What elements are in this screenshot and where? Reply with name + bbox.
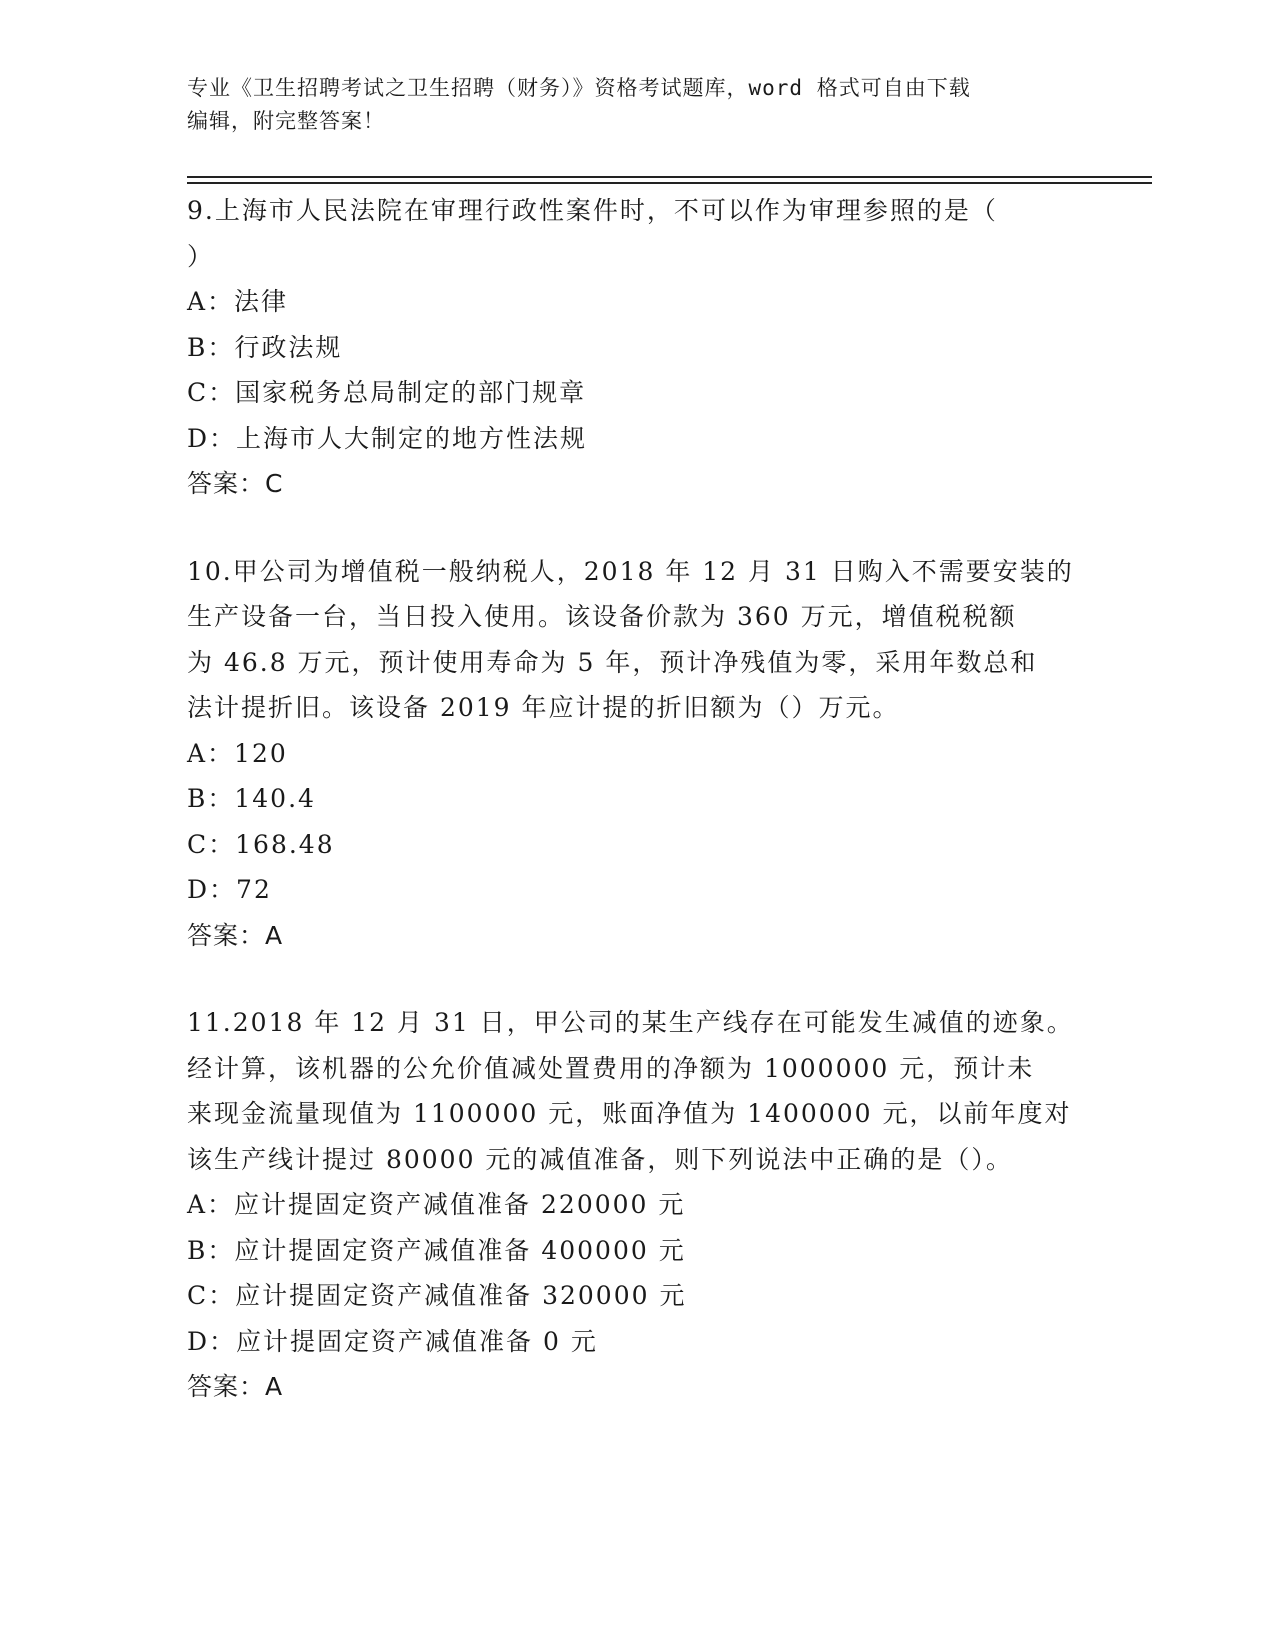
option-d: D：应计提固定资产减值准备 0 元	[187, 1326, 598, 1356]
option-b: B：应计提固定资产减值准备 400000 元	[187, 1235, 686, 1265]
option-b: B：140.4	[187, 784, 316, 813]
option-d: D：72	[187, 875, 272, 904]
question-stem-line: 该生产线计提过 80000 元的减值准备，则下列说法中正确的是（）。	[187, 1144, 1013, 1174]
question-9	[187, 188, 1087, 507]
header-line-1: 专业《卫生招聘考试之卫生招聘（财务）》资格考试题库，word 格式可自由下载	[187, 76, 971, 100]
question-stem-line: 经计算，该机器的公允价值减处置费用的净额为 1000000 元，预计未	[187, 1053, 1035, 1083]
answer-label: 答案：C	[187, 469, 284, 498]
question-11	[187, 1000, 1087, 1410]
question-stem-line: 为 46.8 万元，预计使用寿命为 5 年，预计净残值为零，采用年数总和	[187, 647, 1038, 677]
option-b: B：行政法规	[187, 332, 343, 362]
option-c: C：国家税务总局制定的部门规章	[187, 378, 587, 407]
option-a: A：应计提固定资产减值准备 220000 元	[187, 1190, 686, 1219]
option-c: C：应计提固定资产减值准备 320000 元	[187, 1281, 687, 1310]
header-rule-bottom	[187, 182, 1152, 184]
header-rule-top	[187, 176, 1152, 178]
option-a: A：120	[187, 738, 288, 768]
question-stem-line: 生产设备一台，当日投入使用。该设备价款为 360 万元，增值税税额	[187, 602, 1017, 631]
question-list	[187, 188, 1087, 1452]
question-stem-line: 法计提折旧。该设备 2019 年应计提的折旧额为（）万元。	[187, 693, 900, 722]
question-stem-line: ）	[187, 241, 215, 271]
question-stem-line: 11.2018 年 12 月 31 日，甲公司的某生产线存在可能发生减值的迹象。	[187, 1008, 1074, 1037]
header-line-2: 编辑，附完整答案！	[187, 109, 385, 133]
option-c: C：168.48	[187, 829, 335, 859]
answer-label: 答案：A	[187, 1372, 284, 1401]
option-a: A：法律	[187, 287, 289, 316]
question-10	[187, 549, 1087, 959]
answer-label: 答案：A	[187, 920, 284, 950]
option-d: D：上海市人大制定的地方性法规	[187, 423, 588, 453]
question-stem-line: 9.上海市人民法院在审理行政性案件时，不可以作为审理参照的是（	[187, 196, 998, 225]
document-header	[187, 72, 1087, 138]
question-stem-line: 来现金流量现值为 1100000 元，账面净值为 1400000 元，以前年度对	[187, 1099, 1072, 1128]
question-stem-line: 10.甲公司为增值税一般纳税人，2018 年 12 月 31 日购入不需要安装的	[187, 556, 1074, 586]
